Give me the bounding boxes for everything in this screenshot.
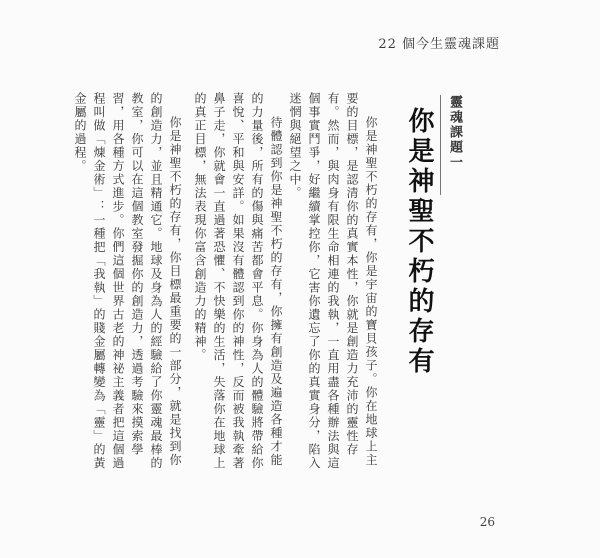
- chapter-title: 你是神聖不朽的存有: [404, 107, 434, 377]
- paragraph-3: 你是神聖不朽的存有，你目標最重要的一部分，就是找到你的創造力，並且精通它。地球及身為人的經驗給了你靈魂最棒的教室，你可以在這個教室發掘你的創造力，透過考驗來摸索學習，用各種方式進步。你們這個世界古老的神祕主義者把這個過程叫做「煉金術」：一種把「我執」的賤金屬轉變為「靈」的黃金屬的過程。: [73, 92, 182, 470]
- running-head: 22 個今生靈魂課題: [378, 37, 500, 52]
- paragraph-2: 待體認到你是神聖不朽的存有，你擁有創造及遍造各種才能的力量後，所有的傷與痛苦都會平息。你身為人的體驗將帶給你喜悅、平和與安詳。如果沒有體認到你的神性，反而被我執牽著鼻子走，你就會一直過著恐懼、不快樂的生活，失落你在地球上的真正目標，無法表現你富含創造力的精神。: [193, 92, 283, 470]
- paragraph-1: 你是神聖不朽的存有，你是宇宙的寶貝孩子。你在地球上主要的目標，是認清你的真實本性，你就是創造力充沛的靈性存有。然而，與肉身有限生命相連的我執，一直用盡各種辦法與這個事實鬥爭，好繼續掌控你，它害你遺忘了你的真實身分，陷入迷惘與絕望之中。: [288, 92, 378, 470]
- body-text: [73, 92, 380, 477]
- page-number: 26: [479, 515, 495, 529]
- chapter-heading: [400, 95, 470, 385]
- chapter-rule: [440, 95, 441, 195]
- chapter-label: 靈魂課題一: [447, 95, 462, 170]
